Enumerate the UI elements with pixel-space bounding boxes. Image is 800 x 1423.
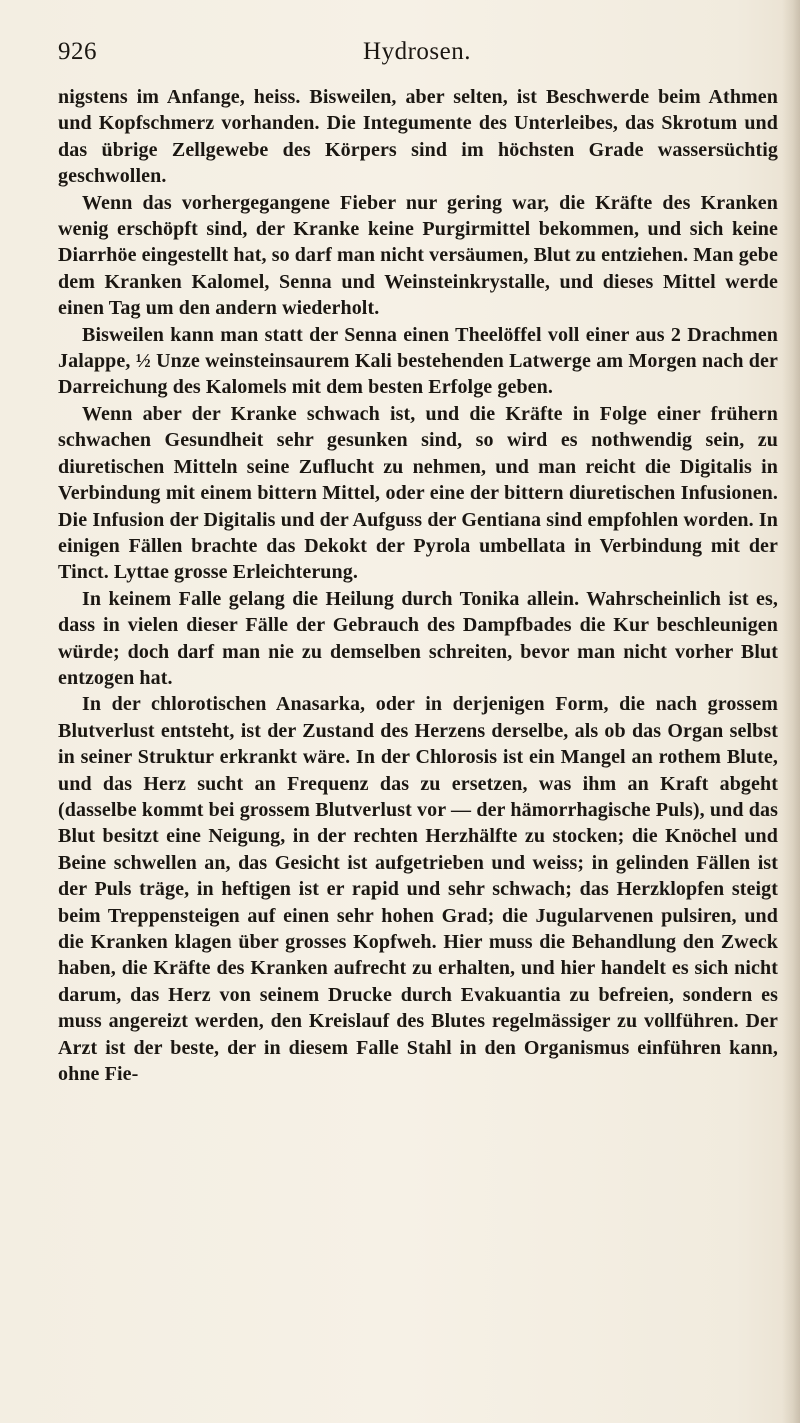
paragraph: nigstens im Anfange, heiss. Bisweilen, aber selten, ist Beschwerde beim Athmen und Kopfschmerz vorhanden. Die Integumente des Unterleibes, das Skrotum und das übrige Zellgewebe des Körpers sind im höchsten Grade wassersüchtig geschwollen. — [58, 86, 778, 188]
paragraph: In der chlorotischen Anasarka, oder in derjenigen Form, die nach grossem Blutverlust entsteht, ist der Zustand des Herzens derselbe, als ob das Organ selbst in seiner Struktur erkrankt wäre. In der Chlorosis ist ein Mangel an rothem Blute, und das Herz sucht an Frequenz das zu ersetzen, was ihm an Kraft abgeht (dasselbe kommt bei grossem Blutverlust vor — der hämorrhagische Puls), und das Blut besitzt eine Neigung, in der rechten Herzhälfte zu stocken; die Knöchel und Beine schwellen an, das Gesicht ist aufgetrieben und weiss; in gelinden Fällen ist der Puls träge, in heftigen ist er rapid und sehr schwach; das Herzklopfen steigt beim Treppensteigen auf einen sehr hohen Grad; die Jugularvenen pulsiren, und die Kranken klagen über grosses Kopfweh. Hier muss die Behandlung den Zweck haben, die Kräfte des Kranken aufrecht zu erhalten, und hier handelt es sich nicht darum, das Herz von seinem Drucke durch Evakuantia zu befreien, sondern es muss angereizt werden, den Kreislauf des Blutes regelmässiger zu vollführen. Der Arzt ist der beste, der in diesem Falle Stahl in den Organismus einführen kann, ohne Fie- — [58, 693, 778, 1086]
paragraph: Wenn aber der Kranke schwach ist, und die Kräfte in Folge einer frühern schwachen Gesundheit sehr gesunken sind, so wird es nothwendig sein, zu diuretischen Mitteln seine Zuflucht zu nehmen, und man reicht die Digitalis in Verbindung mit einem bittern Mittel, oder eine der bittern diuretischen Infusionen. Die Infusion der Digitalis und der Aufguss der Gentiana sind empfohlen worden. In einigen Fällen brachte das Dekokt der Pyrola umbellata in Verbindung mit der Tinct. Lyttae grosse Erleichterung. — [58, 402, 778, 584]
page-number: 926 — [58, 38, 97, 65]
running-head: Hydrosen. — [363, 38, 471, 65]
page-edge-shadow — [782, 0, 800, 1423]
body-text — [58, 84, 778, 1087]
page-header — [58, 38, 776, 78]
paragraph: Wenn das vorhergegangene Fieber nur gering war, die Kräfte des Kranken wenig erschöpft sind, der Kranke keine Purgirmittel bekommen, und sich keine Diarrhöe eingestellt hat, so darf man nicht versäumen, Blut zu entziehen. Man gebe dem Kranken Kalomel, Senna und Weinsteinkrystalle, und dieses Mittel werde einen Tag um den andern wiederholt. — [58, 191, 778, 320]
paragraph: Bisweilen kann man statt der Senna einen Theelöffel voll einer aus 2 Drachmen Jalappe, ½ Unze weinsteinsaurem Kali bestehenden Latwerge am Morgen nach der Darreichung des Kalomels mit dem besten Erfolge geben. — [58, 323, 778, 399]
paragraph: In keinem Falle gelang die Heilung durch Tonika allein. Wahrscheinlich ist es, dass in vielen dieser Fälle der Gebrauch des Dampfbades die Kur beschleunigen würde; doch darf man nie zu demselben schreiten, bevor man nicht vorher Blut entzogen hat. — [58, 587, 778, 689]
